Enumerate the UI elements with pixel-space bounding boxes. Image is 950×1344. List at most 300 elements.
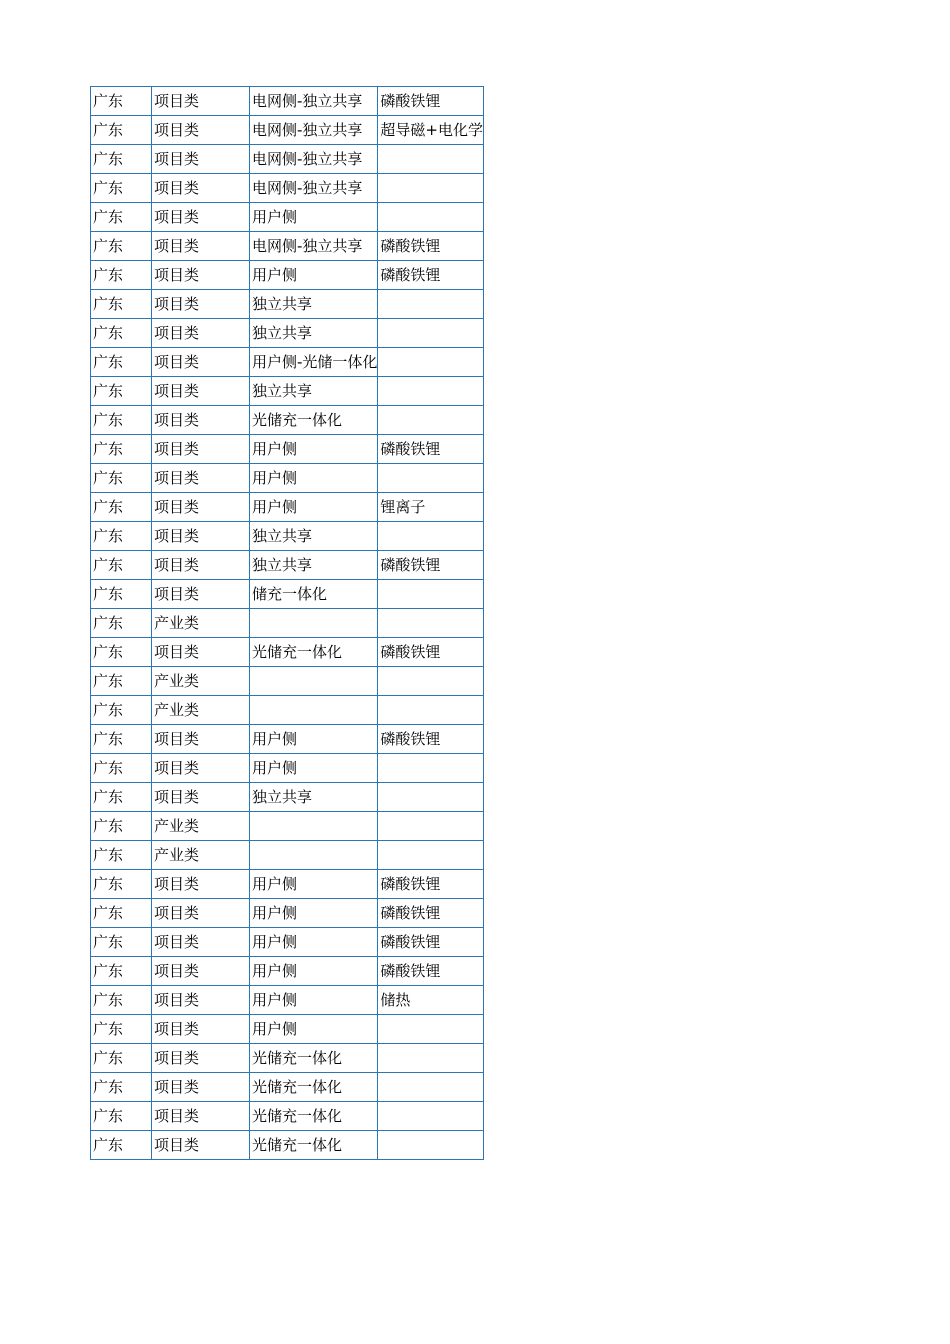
cell-type-text: 光储充一体化 — [252, 411, 343, 429]
cell-tech-text: 磷酸铁锂 — [380, 875, 441, 893]
cell-type[interactable] — [250, 783, 378, 812]
cell-category-text: 项目类 — [154, 440, 200, 458]
cell-tech[interactable] — [378, 667, 484, 696]
cell-tech-text: 磷酸铁锂 — [380, 237, 441, 255]
cell-category-text: 项目类 — [154, 1107, 200, 1125]
cell-region-text: 广东 — [93, 846, 124, 864]
cell-type-text: 用户侧 — [252, 1020, 298, 1038]
cell-tech-text: 磷酸铁锂 — [380, 933, 441, 951]
cell-region[interactable] — [91, 1073, 152, 1102]
cell-region-text: 广东 — [93, 1020, 124, 1038]
table-row — [91, 435, 484, 464]
cell-tech[interactable] — [378, 377, 484, 406]
table-row — [91, 174, 484, 203]
cell-region-text: 广东 — [93, 759, 124, 777]
cell-type[interactable] — [250, 986, 378, 1015]
cell-category[interactable] — [152, 1102, 250, 1131]
cell-region-text: 广东 — [93, 440, 124, 458]
table-row — [91, 87, 484, 116]
cell-region[interactable] — [91, 232, 152, 261]
cell-region-text: 广东 — [93, 788, 124, 806]
cell-region[interactable] — [91, 203, 152, 232]
cell-type[interactable] — [250, 203, 378, 232]
cell-region[interactable] — [91, 899, 152, 928]
cell-tech-text: 磷酸铁锂 — [380, 266, 441, 284]
cell-type[interactable] — [250, 290, 378, 319]
table-row — [91, 725, 484, 754]
table-row — [91, 464, 484, 493]
cell-type[interactable] — [250, 232, 378, 261]
cell-category[interactable] — [152, 986, 250, 1015]
cell-region[interactable] — [91, 1015, 152, 1044]
cell-category-text: 项目类 — [154, 1136, 200, 1154]
cell-type[interactable] — [250, 1073, 378, 1102]
cell-category-text: 项目类 — [154, 1078, 200, 1096]
cell-region-text: 广东 — [93, 1136, 124, 1154]
cell-type-text: 电网侧-独立共享 — [252, 121, 363, 139]
cell-region[interactable] — [91, 580, 152, 609]
cell-type-text: 电网侧-独立共享 — [252, 237, 363, 255]
cell-type-text: 光储充一体化 — [252, 1107, 343, 1125]
cell-type-text: 用户侧 — [252, 266, 298, 284]
cell-type[interactable] — [250, 812, 378, 841]
cell-category[interactable] — [152, 377, 250, 406]
cell-type[interactable] — [250, 638, 378, 667]
cell-category-text: 项目类 — [154, 469, 200, 487]
cell-region[interactable] — [91, 870, 152, 899]
cell-tech[interactable] — [378, 203, 484, 232]
table-row — [91, 145, 484, 174]
cell-type[interactable] — [250, 319, 378, 348]
table-row — [91, 870, 484, 899]
cell-region-text: 广东 — [93, 324, 124, 342]
cell-category[interactable] — [152, 841, 250, 870]
cell-category-text: 项目类 — [154, 585, 200, 603]
cell-category-text: 产业类 — [154, 817, 200, 835]
cell-category-text: 产业类 — [154, 614, 200, 632]
cell-type-text: 用户侧 — [252, 875, 298, 893]
cell-category[interactable] — [152, 754, 250, 783]
cell-region-text: 广东 — [93, 991, 124, 1009]
cell-tech[interactable] — [378, 319, 484, 348]
cell-category-text: 项目类 — [154, 1049, 200, 1067]
cell-category[interactable] — [152, 493, 250, 522]
cell-region-text: 广东 — [93, 237, 124, 255]
cell-tech[interactable] — [378, 261, 484, 290]
cell-region[interactable] — [91, 609, 152, 638]
cell-type[interactable] — [250, 145, 378, 174]
cell-tech-text: 磷酸铁锂 — [380, 904, 441, 922]
cell-region-text: 广东 — [93, 701, 124, 719]
cell-type[interactable] — [250, 87, 378, 116]
table-row — [91, 754, 484, 783]
cell-category-text: 项目类 — [154, 179, 200, 197]
cell-category-text: 项目类 — [154, 556, 200, 574]
cell-region-text: 广东 — [93, 179, 124, 197]
cell-tech[interactable] — [378, 1073, 484, 1102]
table-row — [91, 406, 484, 435]
cell-region[interactable] — [91, 464, 152, 493]
cell-region-text: 广东 — [93, 933, 124, 951]
cell-type[interactable] — [250, 435, 378, 464]
cell-tech[interactable] — [378, 1044, 484, 1073]
cell-tech[interactable] — [378, 174, 484, 203]
cell-category-text: 项目类 — [154, 237, 200, 255]
cell-category-text: 项目类 — [154, 121, 200, 139]
cell-region-text: 广东 — [93, 875, 124, 893]
cell-category[interactable] — [152, 522, 250, 551]
cell-region-text: 广东 — [93, 121, 124, 139]
cell-tech[interactable] — [378, 638, 484, 667]
cell-category-text: 项目类 — [154, 208, 200, 226]
cell-region-text: 广东 — [93, 382, 124, 400]
cell-tech[interactable] — [378, 1015, 484, 1044]
cell-tech[interactable] — [378, 957, 484, 986]
cell-category-text: 产业类 — [154, 846, 200, 864]
cell-type[interactable] — [250, 899, 378, 928]
cell-category-text: 项目类 — [154, 933, 200, 951]
table-row — [91, 319, 484, 348]
cell-region[interactable] — [91, 522, 152, 551]
cell-tech[interactable] — [378, 435, 484, 464]
cell-tech[interactable] — [378, 580, 484, 609]
cell-category[interactable] — [152, 203, 250, 232]
cell-tech-text: 超导磁+电化学 — [380, 121, 483, 139]
cell-tech[interactable] — [378, 551, 484, 580]
cell-type[interactable] — [250, 1015, 378, 1044]
cell-region[interactable] — [91, 754, 152, 783]
cell-region[interactable] — [91, 174, 152, 203]
cell-category-text: 项目类 — [154, 411, 200, 429]
cell-region[interactable] — [91, 928, 152, 957]
cell-category[interactable] — [152, 696, 250, 725]
cell-category[interactable] — [152, 580, 250, 609]
cell-category[interactable] — [152, 319, 250, 348]
cell-type-text: 光储充一体化 — [252, 1136, 343, 1154]
table-row — [91, 580, 484, 609]
cell-region-text: 广东 — [93, 672, 124, 690]
cell-tech[interactable] — [378, 783, 484, 812]
table-row — [91, 232, 484, 261]
cell-region-text: 广东 — [93, 92, 124, 110]
cell-category[interactable] — [152, 1073, 250, 1102]
cell-region-text: 广东 — [93, 498, 124, 516]
cell-type-text: 用户侧-光储一体化 — [252, 353, 378, 371]
cell-region[interactable] — [91, 841, 152, 870]
cell-tech-text: 磷酸铁锂 — [380, 962, 441, 980]
cell-category-text: 项目类 — [154, 295, 200, 313]
cell-category-text: 产业类 — [154, 701, 200, 719]
cell-tech-text: 磷酸铁锂 — [380, 440, 441, 458]
cell-region[interactable] — [91, 957, 152, 986]
cell-type[interactable] — [250, 667, 378, 696]
cell-category[interactable] — [152, 232, 250, 261]
cell-region[interactable] — [91, 725, 152, 754]
cell-tech[interactable] — [378, 290, 484, 319]
cell-category[interactable] — [152, 87, 250, 116]
cell-type-text: 用户侧 — [252, 962, 298, 980]
table-row — [91, 551, 484, 580]
cell-category-text: 项目类 — [154, 904, 200, 922]
cell-tech[interactable] — [378, 899, 484, 928]
cell-region[interactable] — [91, 986, 152, 1015]
cell-region[interactable] — [91, 638, 152, 667]
cell-type-text: 独立共享 — [252, 324, 313, 342]
cell-region[interactable] — [91, 348, 152, 377]
cell-region[interactable] — [91, 551, 152, 580]
cell-tech[interactable] — [378, 348, 484, 377]
cell-category-text: 项目类 — [154, 875, 200, 893]
table-row — [91, 116, 484, 145]
cell-tech[interactable] — [378, 812, 484, 841]
table-row — [91, 696, 484, 725]
cell-category[interactable] — [152, 290, 250, 319]
cell-type-text: 用户侧 — [252, 759, 298, 777]
cell-type[interactable] — [250, 870, 378, 899]
cell-type[interactable] — [250, 1102, 378, 1131]
cell-type[interactable] — [250, 551, 378, 580]
table-row — [91, 493, 484, 522]
cell-type[interactable] — [250, 696, 378, 725]
cell-region-text: 广东 — [93, 614, 124, 632]
cell-tech-text: 储热 — [380, 991, 411, 1009]
cell-region[interactable] — [91, 261, 152, 290]
cell-type-text: 光储充一体化 — [252, 1078, 343, 1096]
table-row — [91, 522, 484, 551]
cell-type[interactable] — [250, 580, 378, 609]
cell-tech[interactable] — [378, 928, 484, 957]
cell-category-text: 项目类 — [154, 643, 200, 661]
cell-tech-text: 磷酸铁锂 — [380, 92, 441, 110]
cell-type-text: 独立共享 — [252, 556, 313, 574]
cell-tech[interactable] — [378, 145, 484, 174]
cell-category[interactable] — [152, 435, 250, 464]
cell-region[interactable] — [91, 783, 152, 812]
table-row — [91, 348, 484, 377]
cell-region[interactable] — [91, 406, 152, 435]
cell-region-text: 广东 — [93, 643, 124, 661]
cell-region-text: 广东 — [93, 730, 124, 748]
cell-category[interactable] — [152, 870, 250, 899]
cell-category[interactable] — [152, 957, 250, 986]
table-row — [91, 783, 484, 812]
cell-type-text: 独立共享 — [252, 295, 313, 313]
cell-type[interactable] — [250, 928, 378, 957]
cell-tech[interactable] — [378, 696, 484, 725]
cell-category[interactable] — [152, 464, 250, 493]
cell-region-text: 广东 — [93, 904, 124, 922]
table-row — [91, 928, 484, 957]
cell-tech[interactable] — [378, 116, 484, 145]
cell-region-text: 广东 — [93, 469, 124, 487]
cell-category[interactable] — [152, 667, 250, 696]
cell-type-text: 用户侧 — [252, 469, 298, 487]
cell-category[interactable] — [152, 1015, 250, 1044]
cell-tech[interactable] — [378, 493, 484, 522]
table-row — [91, 899, 484, 928]
table-row — [91, 1131, 484, 1160]
cell-category[interactable] — [152, 261, 250, 290]
table-row — [91, 203, 484, 232]
cell-type-text: 用户侧 — [252, 730, 298, 748]
table-row — [91, 841, 484, 870]
cell-type[interactable] — [250, 464, 378, 493]
cell-category[interactable] — [152, 638, 250, 667]
table-row — [91, 957, 484, 986]
cell-category-text: 项目类 — [154, 730, 200, 748]
cell-type-text: 电网侧-独立共享 — [252, 150, 363, 168]
cell-region-text: 广东 — [93, 266, 124, 284]
cell-type-text: 用户侧 — [252, 440, 298, 458]
cell-type-text: 独立共享 — [252, 788, 313, 806]
cell-type-text: 用户侧 — [252, 933, 298, 951]
cell-region-text: 广东 — [93, 295, 124, 313]
cell-category-text: 项目类 — [154, 759, 200, 777]
table-body — [91, 87, 484, 1160]
cell-category-text: 项目类 — [154, 382, 200, 400]
table-row — [91, 261, 484, 290]
cell-category[interactable] — [152, 928, 250, 957]
cell-category-text: 项目类 — [154, 353, 200, 371]
cell-tech[interactable] — [378, 1102, 484, 1131]
cell-tech[interactable] — [378, 754, 484, 783]
cell-tech-text: 磷酸铁锂 — [380, 643, 441, 661]
cell-category-text: 项目类 — [154, 150, 200, 168]
cell-type[interactable] — [250, 406, 378, 435]
cell-region[interactable] — [91, 696, 152, 725]
cell-category-text: 项目类 — [154, 92, 200, 110]
cell-region[interactable] — [91, 319, 152, 348]
cell-region[interactable] — [91, 667, 152, 696]
cell-type-text: 储充一体化 — [252, 585, 328, 603]
cell-region[interactable] — [91, 435, 152, 464]
cell-type-text: 用户侧 — [252, 208, 298, 226]
cell-tech[interactable] — [378, 464, 484, 493]
cell-category[interactable] — [152, 1131, 250, 1160]
cell-region[interactable] — [91, 493, 152, 522]
table-row — [91, 377, 484, 406]
cell-type[interactable] — [250, 841, 378, 870]
cell-region-text: 广东 — [93, 585, 124, 603]
cell-tech[interactable] — [378, 725, 484, 754]
cell-tech[interactable] — [378, 870, 484, 899]
cell-category[interactable] — [152, 812, 250, 841]
cell-region[interactable] — [91, 1102, 152, 1131]
cell-type-text: 用户侧 — [252, 498, 298, 516]
cell-category[interactable] — [152, 116, 250, 145]
cell-type[interactable] — [250, 116, 378, 145]
cell-category[interactable] — [152, 609, 250, 638]
cell-type-text: 独立共享 — [252, 382, 313, 400]
cell-type[interactable] — [250, 754, 378, 783]
spreadsheet-table — [90, 86, 484, 1160]
cell-type[interactable] — [250, 377, 378, 406]
cell-type-text: 光储充一体化 — [252, 1049, 343, 1067]
cell-type[interactable] — [250, 609, 378, 638]
cell-type-text: 独立共享 — [252, 527, 313, 545]
cell-tech[interactable] — [378, 1131, 484, 1160]
cell-category-text: 项目类 — [154, 324, 200, 342]
cell-type-text: 光储充一体化 — [252, 643, 343, 661]
cell-region[interactable] — [91, 1131, 152, 1160]
cell-category[interactable] — [152, 899, 250, 928]
cell-tech-text: 锂离子 — [380, 498, 426, 516]
cell-type-text: 电网侧-独立共享 — [252, 92, 363, 110]
cell-type[interactable] — [250, 174, 378, 203]
cell-tech[interactable] — [378, 609, 484, 638]
cell-type[interactable] — [250, 261, 378, 290]
table-row — [91, 667, 484, 696]
cell-region-text: 广东 — [93, 556, 124, 574]
cell-tech[interactable] — [378, 522, 484, 551]
table-row — [91, 1073, 484, 1102]
table-row — [91, 638, 484, 667]
cell-category-text: 产业类 — [154, 672, 200, 690]
cell-type[interactable] — [250, 725, 378, 754]
cell-category[interactable] — [152, 145, 250, 174]
table-row — [91, 290, 484, 319]
cell-region[interactable] — [91, 290, 152, 319]
cell-type[interactable] — [250, 957, 378, 986]
cell-region-text: 广东 — [93, 817, 124, 835]
cell-region-text: 广东 — [93, 1107, 124, 1125]
table-row — [91, 1015, 484, 1044]
cell-type[interactable] — [250, 348, 378, 377]
cell-region-text: 广东 — [93, 411, 124, 429]
cell-region-text: 广东 — [93, 527, 124, 545]
cell-tech[interactable] — [378, 841, 484, 870]
cell-tech[interactable] — [378, 232, 484, 261]
cell-type[interactable] — [250, 522, 378, 551]
table-row — [91, 1102, 484, 1131]
cell-region-text: 广东 — [93, 353, 124, 371]
cell-category-text: 项目类 — [154, 962, 200, 980]
cell-tech[interactable] — [378, 87, 484, 116]
cell-category-text: 项目类 — [154, 1020, 200, 1038]
cell-region[interactable] — [91, 87, 152, 116]
cell-tech-text: 磷酸铁锂 — [380, 556, 441, 574]
cell-category[interactable] — [152, 174, 250, 203]
cell-type[interactable] — [250, 1044, 378, 1073]
cell-category-text: 项目类 — [154, 991, 200, 1009]
cell-type-text: 电网侧-独立共享 — [252, 179, 363, 197]
cell-category-text: 项目类 — [154, 498, 200, 516]
cell-category[interactable] — [152, 406, 250, 435]
cell-tech-text: 磷酸铁锂 — [380, 730, 441, 748]
cell-region-text: 广东 — [93, 208, 124, 226]
cell-region[interactable] — [91, 812, 152, 841]
cell-type[interactable] — [250, 493, 378, 522]
cell-region[interactable] — [91, 145, 152, 174]
cell-tech[interactable] — [378, 986, 484, 1015]
cell-type-text: 用户侧 — [252, 904, 298, 922]
cell-category[interactable] — [152, 783, 250, 812]
cell-category[interactable] — [152, 348, 250, 377]
cell-region[interactable] — [91, 377, 152, 406]
cell-region[interactable] — [91, 116, 152, 145]
cell-category-text: 项目类 — [154, 266, 200, 284]
cell-category[interactable] — [152, 725, 250, 754]
cell-tech[interactable] — [378, 406, 484, 435]
cell-type[interactable] — [250, 1131, 378, 1160]
table-row — [91, 986, 484, 1015]
cell-category[interactable] — [152, 1044, 250, 1073]
cell-region[interactable] — [91, 1044, 152, 1073]
table-row — [91, 1044, 484, 1073]
cell-type-text: 用户侧 — [252, 991, 298, 1009]
cell-category[interactable] — [152, 551, 250, 580]
cell-region-text: 广东 — [93, 962, 124, 980]
